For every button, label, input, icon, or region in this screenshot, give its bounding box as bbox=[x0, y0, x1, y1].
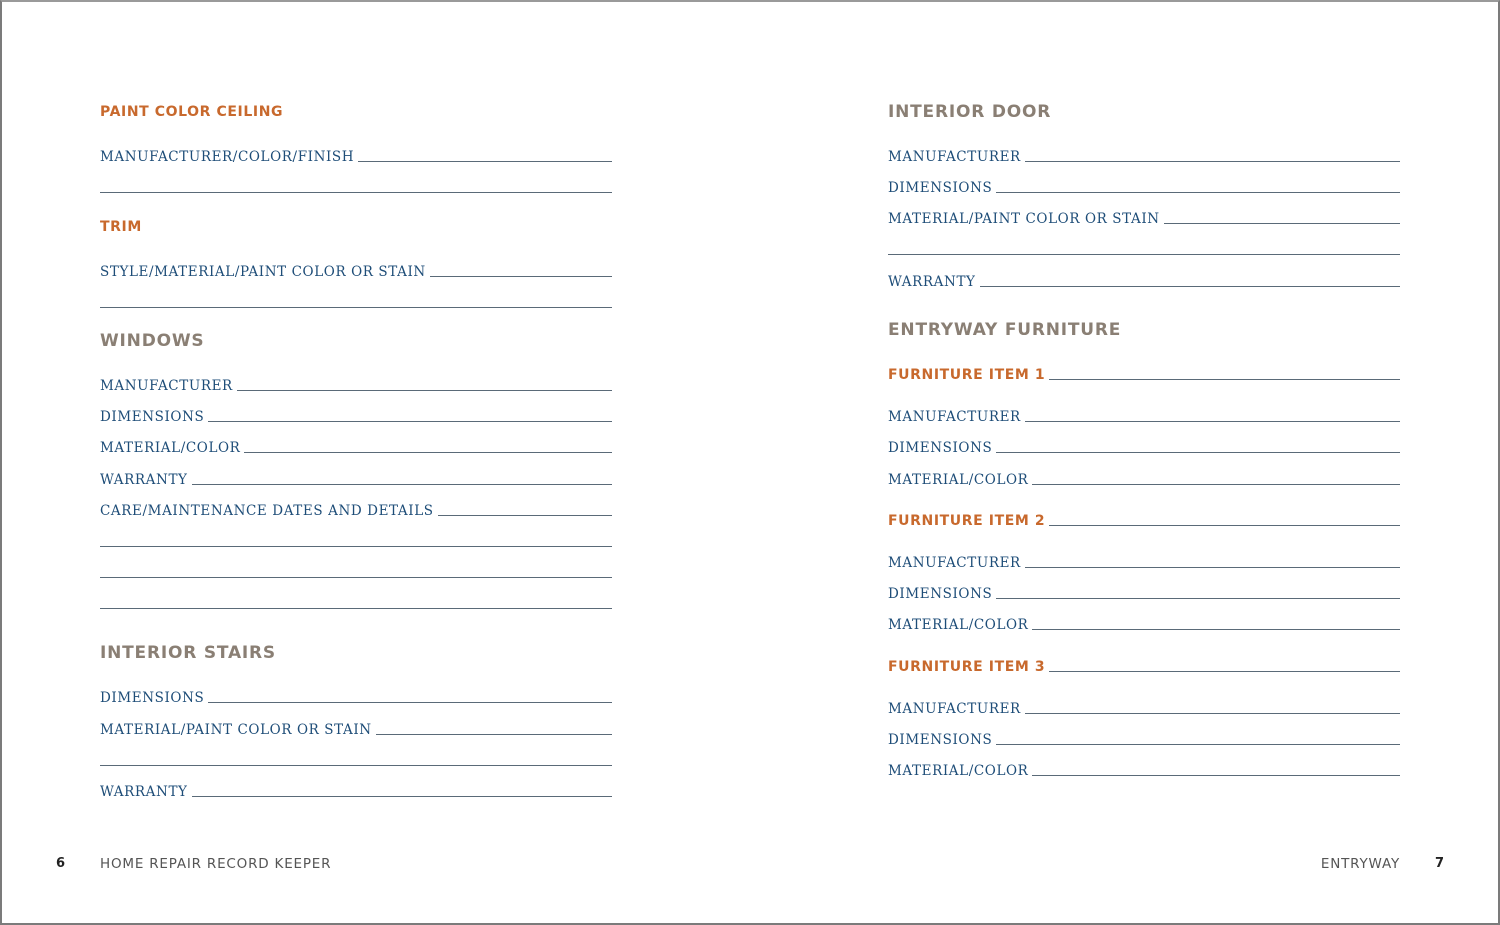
windows-care-maintenance-field[interactable] bbox=[100, 497, 612, 519]
write-line bbox=[100, 546, 612, 547]
field-label: WARRANTY bbox=[888, 274, 976, 290]
write-line bbox=[1049, 671, 1400, 672]
item3-dimensions-field[interactable] bbox=[888, 726, 1400, 748]
windows-heading: WINDOWS bbox=[100, 331, 205, 351]
write-line bbox=[100, 192, 612, 193]
write-line bbox=[1049, 525, 1400, 526]
write-line bbox=[358, 161, 612, 162]
style-material-paint-field[interactable] bbox=[100, 258, 612, 280]
interior-stairs-heading: INTERIOR STAIRS bbox=[100, 643, 276, 663]
write-line bbox=[208, 702, 612, 703]
write-line bbox=[1032, 629, 1400, 630]
furniture-item-title: FURNITURE ITEM 2 bbox=[888, 513, 1046, 529]
blank-write-line[interactable] bbox=[100, 747, 612, 769]
furniture-item-1-field[interactable] bbox=[888, 361, 1400, 383]
write-line bbox=[888, 254, 1400, 255]
field-label: STYLE/MATERIAL/PAINT COLOR OR STAIN bbox=[100, 264, 426, 280]
write-line bbox=[1164, 223, 1400, 224]
write-line bbox=[376, 734, 612, 735]
interior-door-heading: INTERIOR DOOR bbox=[888, 102, 1052, 122]
field-label: MATERIAL/COLOR bbox=[888, 763, 1029, 779]
item1-manufacturer-field[interactable] bbox=[888, 403, 1400, 425]
write-line bbox=[100, 608, 612, 609]
write-line bbox=[192, 484, 612, 485]
write-line bbox=[438, 515, 612, 516]
page-number-right: 7 bbox=[1435, 856, 1445, 871]
write-line bbox=[430, 276, 612, 277]
field-label: WARRANTY bbox=[100, 472, 188, 488]
write-line bbox=[1025, 161, 1400, 162]
windows-warranty-field[interactable] bbox=[100, 466, 612, 488]
field-label: DIMENSIONS bbox=[888, 180, 993, 196]
blank-write-line[interactable] bbox=[100, 590, 612, 612]
door-material-paint-field[interactable] bbox=[888, 205, 1400, 227]
door-warranty-field[interactable] bbox=[888, 268, 1400, 290]
paint-color-ceiling-heading: PAINT COLOR CEILING bbox=[100, 104, 284, 120]
field-label: MATERIAL/COLOR bbox=[888, 472, 1029, 488]
field-label: MANUFACTURER/COLOR/FINISH bbox=[100, 149, 355, 165]
write-line bbox=[1049, 379, 1400, 380]
furniture-item-title: FURNITURE ITEM 3 bbox=[888, 659, 1046, 675]
item3-material-color-field[interactable] bbox=[888, 757, 1400, 779]
field-label: CARE/MAINTENANCE DATES AND DETAILS bbox=[100, 503, 434, 519]
running-title-left: HOME REPAIR RECORD KEEPER bbox=[100, 856, 332, 872]
entryway-furniture-heading: ENTRYWAY FURNITURE bbox=[888, 320, 1122, 340]
page-number-left: 6 bbox=[56, 856, 66, 871]
write-line bbox=[208, 421, 612, 422]
blank-write-line[interactable] bbox=[100, 289, 612, 311]
item1-dimensions-field[interactable] bbox=[888, 434, 1400, 456]
field-label: DIMENSIONS bbox=[100, 409, 205, 425]
write-line bbox=[996, 744, 1400, 745]
write-line bbox=[244, 452, 612, 453]
field-label: WARRANTY bbox=[100, 784, 188, 800]
write-line bbox=[1032, 484, 1400, 485]
write-line bbox=[100, 765, 612, 766]
windows-material-color-field[interactable] bbox=[100, 434, 612, 456]
stairs-dimensions-field[interactable] bbox=[100, 684, 612, 706]
door-manufacturer-field[interactable] bbox=[888, 143, 1400, 165]
field-label: MATERIAL/PAINT COLOR OR STAIN bbox=[888, 211, 1160, 227]
field-label: MANUFACTURER bbox=[888, 409, 1021, 425]
item2-dimensions-field[interactable] bbox=[888, 580, 1400, 602]
field-label: MANUFACTURER bbox=[888, 149, 1021, 165]
field-label: MANUFACTURER bbox=[888, 555, 1021, 571]
write-line bbox=[1025, 567, 1400, 568]
field-label: MATERIAL/COLOR bbox=[100, 440, 241, 456]
write-line bbox=[100, 307, 612, 308]
item3-manufacturer-field[interactable] bbox=[888, 695, 1400, 717]
item2-manufacturer-field[interactable] bbox=[888, 549, 1400, 571]
door-dimensions-field[interactable] bbox=[888, 174, 1400, 196]
manufacturer-color-finish-field[interactable] bbox=[100, 143, 612, 165]
write-line bbox=[1025, 421, 1400, 422]
furniture-item-title: FURNITURE ITEM 1 bbox=[888, 367, 1046, 383]
write-line bbox=[996, 192, 1400, 193]
stairs-warranty-field[interactable] bbox=[100, 778, 612, 800]
running-title-right: ENTRYWAY bbox=[1320, 856, 1400, 872]
blank-write-line[interactable] bbox=[888, 236, 1400, 258]
trim-heading: TRIM bbox=[100, 219, 142, 235]
write-line bbox=[237, 390, 612, 391]
field-label: DIMENSIONS bbox=[100, 690, 205, 706]
write-line bbox=[192, 796, 612, 797]
field-label: DIMENSIONS bbox=[888, 440, 993, 456]
field-label: MANUFACTURER bbox=[100, 378, 233, 394]
stairs-material-paint-field[interactable] bbox=[100, 716, 612, 738]
field-label: DIMENSIONS bbox=[888, 732, 993, 748]
furniture-item-3-field[interactable] bbox=[888, 653, 1400, 675]
field-label: MANUFACTURER bbox=[888, 701, 1021, 717]
blank-write-line[interactable] bbox=[100, 174, 612, 196]
item1-material-color-field[interactable] bbox=[888, 466, 1400, 488]
write-line bbox=[1025, 713, 1400, 714]
write-line bbox=[100, 577, 612, 578]
blank-write-line[interactable] bbox=[100, 528, 612, 550]
field-label: DIMENSIONS bbox=[888, 586, 993, 602]
windows-manufacturer-field[interactable] bbox=[100, 372, 612, 394]
item2-material-color-field[interactable] bbox=[888, 611, 1400, 633]
write-line bbox=[980, 286, 1400, 287]
furniture-item-2-field[interactable] bbox=[888, 507, 1400, 529]
write-line bbox=[996, 598, 1400, 599]
windows-dimensions-field[interactable] bbox=[100, 403, 612, 425]
write-line bbox=[996, 452, 1400, 453]
blank-write-line[interactable] bbox=[100, 559, 612, 581]
field-label: MATERIAL/COLOR bbox=[888, 617, 1029, 633]
write-line bbox=[1032, 775, 1400, 776]
field-label: MATERIAL/PAINT COLOR OR STAIN bbox=[100, 722, 372, 738]
